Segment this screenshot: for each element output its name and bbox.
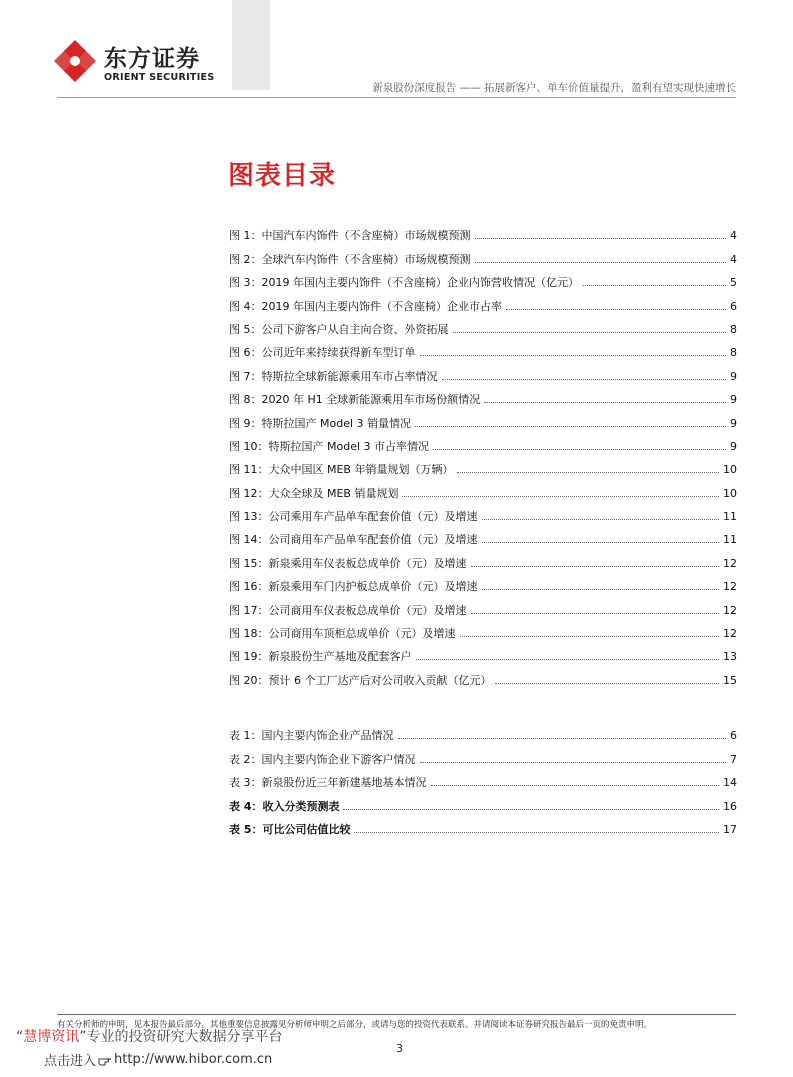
- figure-entry[interactable]: [229, 523, 737, 546]
- toc-entry-page: 9: [730, 369, 737, 383]
- watermark-brand: 慧博资讯: [23, 1029, 80, 1045]
- toc-entry-label: 图 6：公司近年来持续获得新车型订单: [229, 346, 416, 360]
- dot-leader: [471, 565, 720, 567]
- toc-entry-page: 4: [730, 252, 737, 266]
- dot-leader: [416, 658, 720, 660]
- dot-leader: [475, 261, 727, 263]
- toc-entry-page: 4: [730, 229, 737, 243]
- toc-entry-page: 13: [723, 650, 737, 664]
- toc-entry-label: 图 11：大众中国区 MEB 年销量规划（万辆）: [229, 463, 454, 477]
- toc-entry-page: 12: [723, 580, 737, 594]
- toc-entry-label: 图 4：2019 年国内主要内饰件（不含座椅）企业市占率: [229, 299, 502, 313]
- toc-entry-page: 10: [723, 486, 737, 500]
- dot-leader: [442, 378, 727, 380]
- dot-leader: [420, 354, 727, 356]
- toc-entry-label: 图 5：公司下游客户从自主向合资、外资拓展: [229, 322, 449, 336]
- watermark-quote: “: [16, 1029, 24, 1045]
- company-logo: [52, 38, 242, 88]
- toc-entry-page: 16: [723, 799, 737, 813]
- toc-entry-label: 图 19：新泉股份生产基地及配套客户: [229, 650, 412, 664]
- toc-entry-label: 图 18：公司商用车顶柜总成单价（元）及增速: [229, 627, 456, 641]
- toc-entry-page: 11: [723, 533, 737, 547]
- toc-entry-label: 表 3：新泉股份近三年新建基地基本情况: [229, 776, 427, 790]
- dot-leader: [475, 237, 727, 239]
- page-title: 图表目录: [228, 161, 337, 191]
- toc-entry-label: 图 7：特斯拉全球新能源乘用车市占率情况: [229, 369, 438, 383]
- toc-entry-page: 6: [730, 729, 737, 743]
- table-entry[interactable]: [229, 813, 737, 836]
- dot-leader: [484, 401, 726, 403]
- figure-list: [229, 219, 737, 687]
- toc-entry-label: 图 12：大众全球及 MEB 销量规划: [229, 486, 399, 500]
- dot-leader: [482, 588, 720, 590]
- pointing-hand-icon: [98, 1053, 112, 1067]
- dot-leader: [398, 737, 727, 739]
- toc-entry-page: 15: [723, 673, 737, 687]
- logo-mark-icon: [52, 38, 98, 84]
- toc-entry-page: 8: [730, 346, 737, 360]
- watermark-enter-text: 点击进入: [44, 1054, 97, 1069]
- dot-leader: [583, 284, 726, 286]
- figure-entry[interactable]: [229, 640, 737, 663]
- dot-leader: [343, 808, 719, 810]
- toc-entry-page: 10: [723, 463, 737, 477]
- figure-entry[interactable]: [229, 313, 737, 336]
- page-number: 3: [396, 1042, 403, 1055]
- analyst-disclaimer: 有关分析师的申明，见本报告最后部分。其他重要信息披露见分析师申明之后部分，或请与您的投资代表联系。并请阅读本证券研究报告最后一页的免责申明。: [57, 1020, 653, 1030]
- dot-leader: [431, 784, 720, 786]
- toc-entry-label: 表 1：国内主要内饰企业产品情况: [229, 729, 394, 743]
- watermark-tagline-text: ”专业的投资研究大数据分享平台: [79, 1029, 283, 1045]
- toc-entry-label: 图 15：新泉乘用车仪表板总成单价（元）及增速: [229, 556, 467, 570]
- toc-entry-page: 12: [723, 556, 737, 570]
- dot-leader: [433, 448, 726, 450]
- figure-entry[interactable]: [229, 663, 737, 686]
- logo-chinese-name: 东方证券: [104, 46, 200, 72]
- figure-entry[interactable]: [229, 617, 737, 640]
- dot-leader: [482, 518, 720, 520]
- figure-entry[interactable]: [229, 476, 737, 499]
- dot-leader: [471, 612, 720, 614]
- table-entry[interactable]: [229, 789, 737, 812]
- toc-entry-page: 9: [730, 416, 737, 430]
- table-entry[interactable]: [229, 766, 737, 789]
- report-subtitle: 新泉股份深度报告 —— 拓展新客户、单车价值量提升，盈利有望实现快速增长: [372, 82, 736, 94]
- figure-entry[interactable]: [229, 289, 737, 312]
- toc-entry-page: 17: [723, 822, 737, 836]
- dot-leader: [420, 761, 727, 763]
- toc-entry-page: 5: [730, 276, 737, 290]
- logo-english-name: ORIENT SECURITIES: [104, 72, 215, 83]
- toc-entry-label: 图 20：预计 6 个工厂达产后对公司收入贡献（亿元）: [229, 673, 492, 687]
- toc-entry-label: 图 3：2019 年国内主要内饰件（不含座椅）企业内饰营收情况（亿元）: [229, 276, 579, 290]
- watermark-tagline: [16, 1026, 283, 1046]
- figure-entry[interactable]: [229, 570, 737, 593]
- figure-entry[interactable]: [229, 406, 737, 429]
- toc-entry-label: 图 9：特斯拉国产 Model 3 销量情况: [229, 416, 412, 430]
- figure-entry[interactable]: [229, 336, 737, 359]
- toc-entry-page: 12: [723, 627, 737, 641]
- figure-entry[interactable]: [229, 453, 737, 476]
- figure-entry[interactable]: [229, 359, 737, 382]
- toc-entry-label: 图 8：2020 年 H1 全球新能源乘用车市场份额情况: [229, 393, 481, 407]
- watermark-link[interactable]: [44, 1050, 272, 1069]
- dot-leader: [453, 331, 727, 333]
- toc-entry-label: 表 5：可比公司估值比较: [229, 822, 351, 836]
- table-entry[interactable]: [229, 742, 737, 765]
- footer-divider: [57, 1014, 736, 1015]
- toc-entry-label: 图 1：中国汽车内饰件（不含座椅）市场规模预测: [229, 229, 471, 243]
- watermark-url[interactable]: http://www.hibor.com.cn: [114, 1052, 273, 1067]
- toc-entry-page: 7: [730, 752, 737, 766]
- dot-leader: [402, 495, 719, 497]
- figure-entry[interactable]: [229, 430, 737, 453]
- toc-entry-label: 图 14：公司商用车产品单车配套价值（元）及增速: [229, 533, 478, 547]
- dot-leader: [354, 831, 719, 833]
- header-divider: [57, 97, 736, 98]
- toc-entry-page: 8: [730, 322, 737, 336]
- table-list: [229, 719, 737, 836]
- toc-entry-label: 表 2：国内主要内饰企业下游客户情况: [229, 752, 416, 766]
- toc-entry-label: 图 16：新泉乘用车门内护板总成单价（元）及增速: [229, 580, 478, 594]
- figure-entry[interactable]: [229, 242, 737, 265]
- figure-entry[interactable]: [229, 546, 737, 569]
- figure-entry[interactable]: [229, 593, 737, 616]
- figure-entry[interactable]: [229, 266, 737, 289]
- toc-entry-label: 图 10：特斯拉国产 Model 3 市占率情况: [229, 439, 430, 453]
- toc-entry-page: 9: [730, 439, 737, 453]
- dot-leader: [457, 471, 719, 473]
- toc-entry-label: 图 2：全球汽车内饰件（不含座椅）市场规模预测: [229, 252, 471, 266]
- dot-leader: [482, 541, 720, 543]
- figure-entry[interactable]: [229, 500, 737, 523]
- dot-leader: [460, 635, 720, 637]
- dot-leader: [506, 308, 726, 310]
- toc-entry-label: 图 13：公司乘用车产品单车配套价值（元）及增速: [229, 510, 478, 524]
- figure-entry[interactable]: [229, 219, 737, 242]
- toc-entry-page: 14: [723, 776, 737, 790]
- toc-entry-page: 9: [730, 393, 737, 407]
- toc-entry-label: 图 17：公司商用车仪表板总成单价（元）及增速: [229, 603, 467, 617]
- figure-entry[interactable]: [229, 383, 737, 406]
- dot-leader: [495, 682, 719, 684]
- toc-entry-label: 表 4：收入分类预测表: [229, 799, 340, 813]
- table-entry[interactable]: [229, 719, 737, 742]
- toc-entry-page: 6: [730, 299, 737, 313]
- toc-entry-page: 11: [723, 510, 737, 524]
- toc-entry-page: 12: [723, 603, 737, 617]
- dot-leader: [415, 425, 726, 427]
